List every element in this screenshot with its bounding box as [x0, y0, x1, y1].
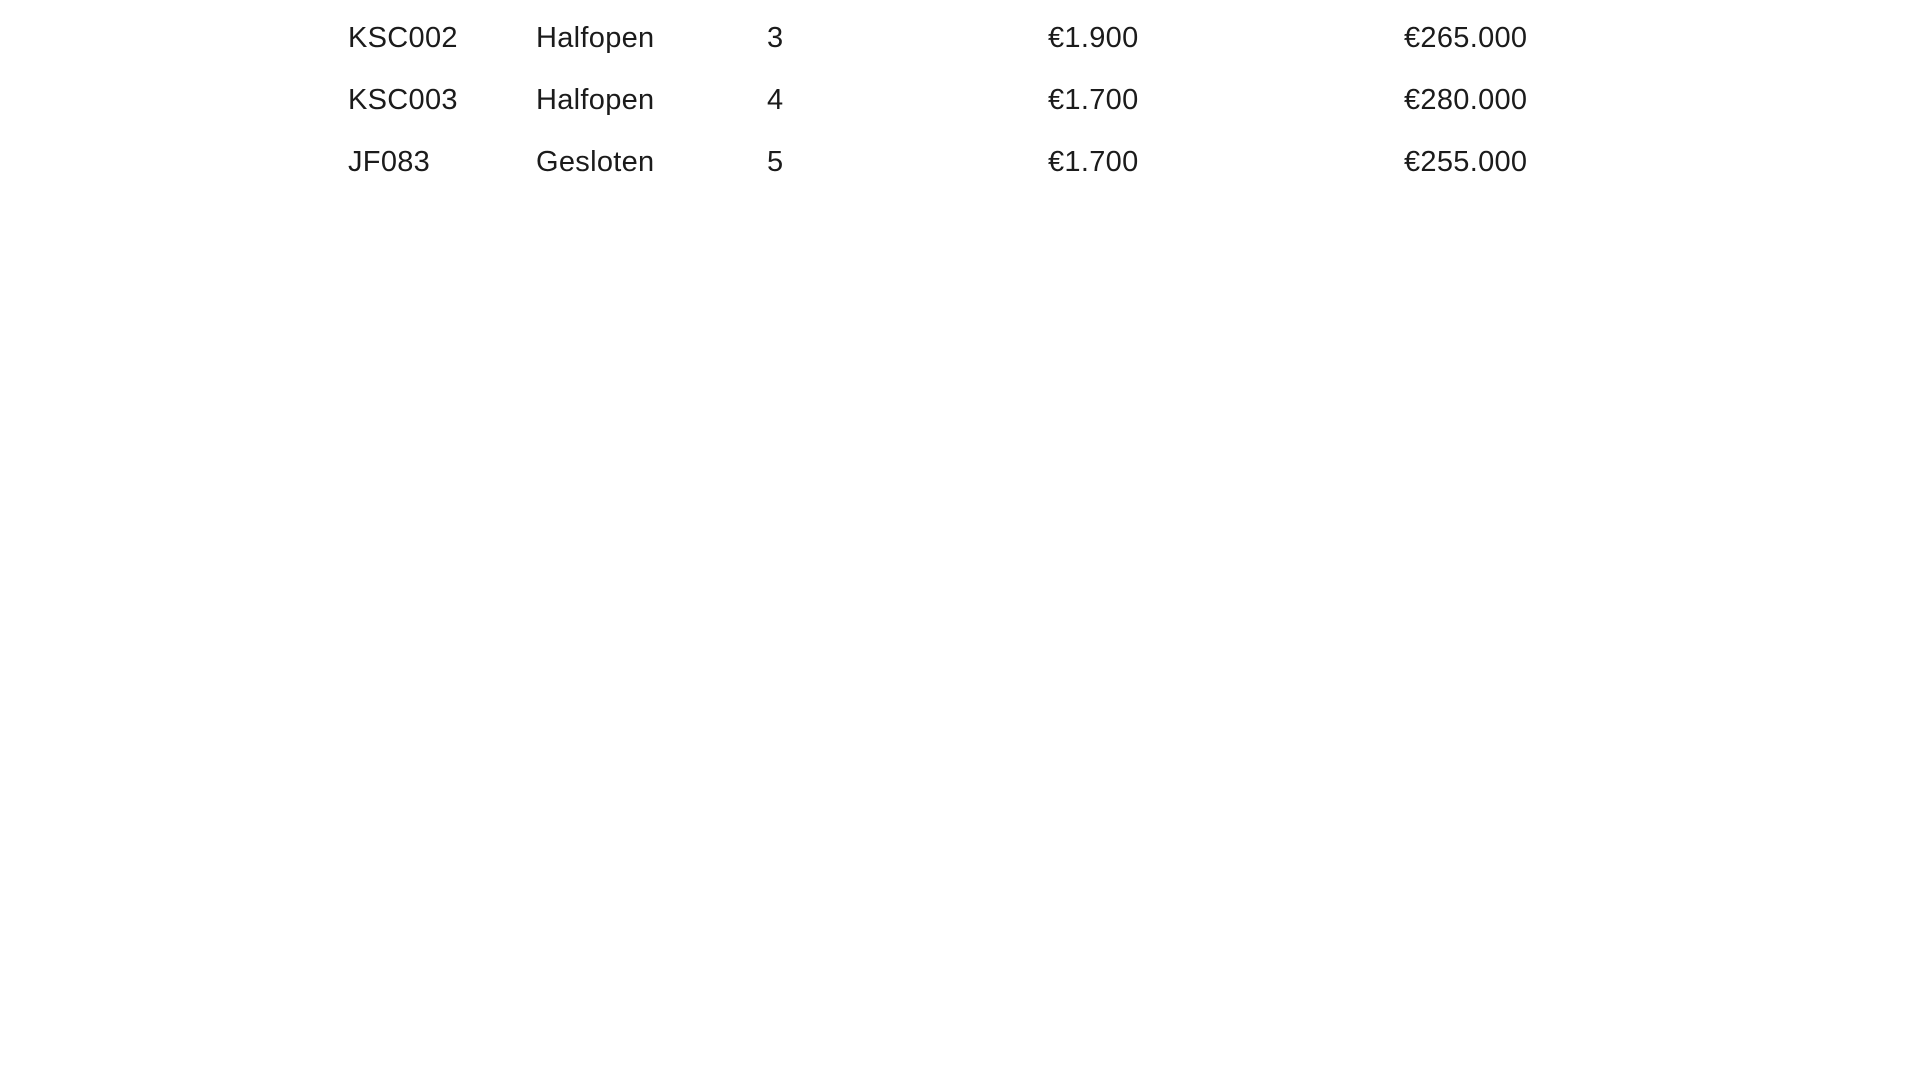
cell-rent-amount: €1.700 — [1048, 84, 1139, 116]
cell-price-amount: €280.000 — [1404, 84, 1528, 116]
cell-house-type: Gesloten — [536, 146, 655, 178]
table-row — [0, 131, 1920, 193]
table-row — [0, 69, 1920, 131]
cell-price-amount: €255.000 — [1404, 146, 1528, 178]
cell-house-type: Halfopen — [536, 84, 655, 116]
cell-count: 5 — [767, 146, 784, 178]
table-body — [0, 7, 1920, 193]
cell-rent-amount: €1.900 — [1048, 22, 1139, 54]
cell-property-code: KSC003 — [348, 84, 458, 116]
cell-count: 3 — [767, 22, 784, 54]
cell-house-type: Halfopen — [536, 22, 655, 54]
cell-rent-amount: €1.700 — [1048, 146, 1139, 178]
table-row — [0, 7, 1920, 69]
cell-count: 4 — [767, 84, 784, 116]
property-table — [0, 7, 1920, 193]
cell-price-amount: €265.000 — [1404, 22, 1528, 54]
cell-property-code: KSC002 — [348, 22, 458, 54]
cell-property-code: JF083 — [348, 146, 431, 178]
